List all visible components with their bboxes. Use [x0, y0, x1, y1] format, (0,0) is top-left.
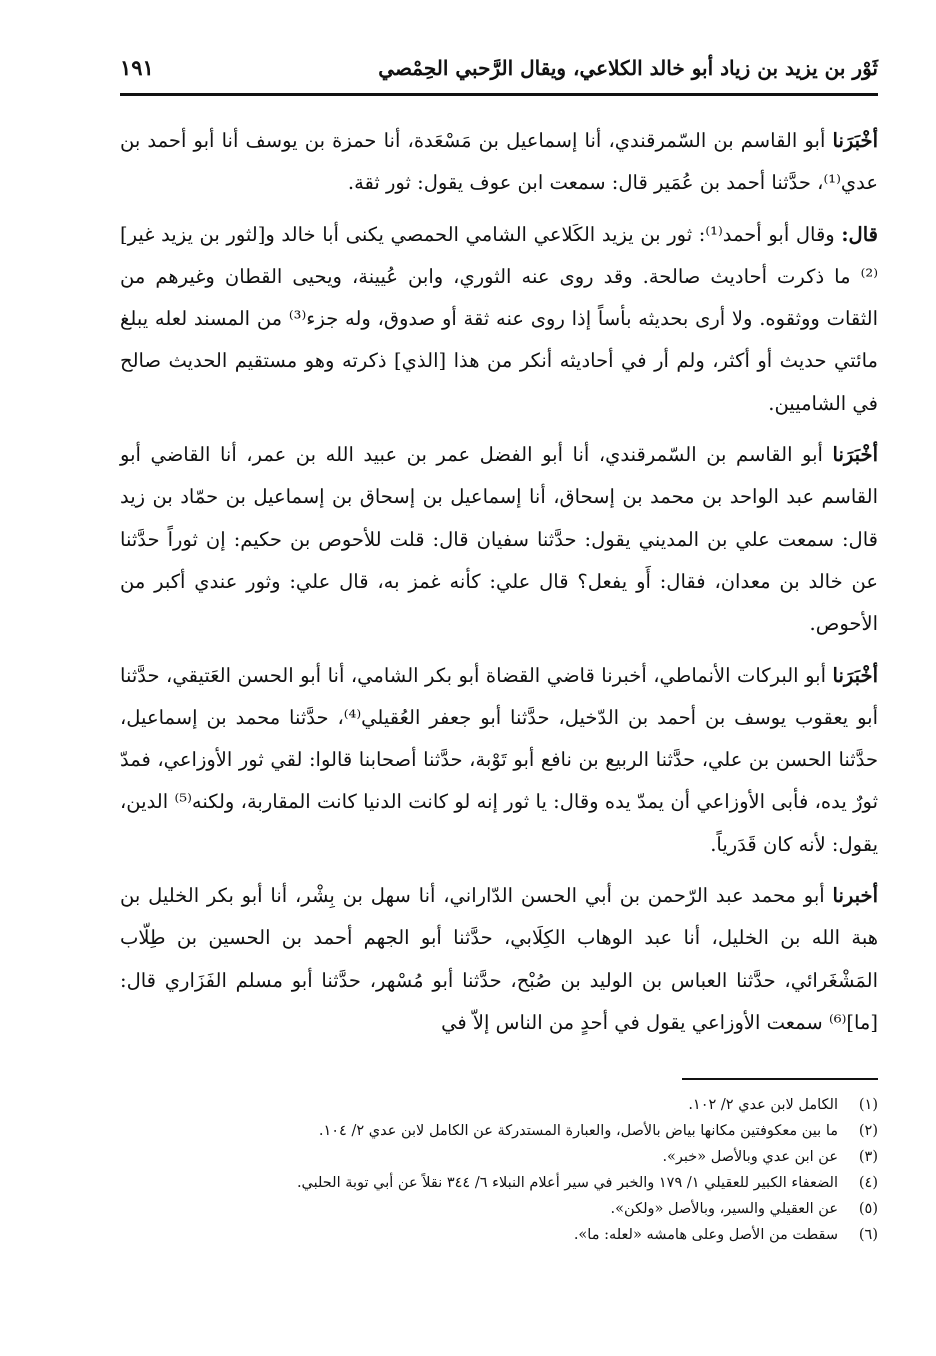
footnotes [120, 1092, 878, 1248]
footnote-number: (٢) [858, 1123, 878, 1140]
footnote-text: ما بين معكوفتين مكانها بياض بالأصل، والعبارة المستدركة عن الكامل لابن عدي ٢/ ١٠٤. [318, 1123, 838, 1140]
paragraph-3 [120, 434, 878, 645]
book-page [120, 55, 878, 1248]
page-header [120, 55, 878, 96]
page-number: ١٩١ [120, 55, 154, 80]
footnote [120, 1092, 878, 1118]
paragraph-1 [120, 120, 878, 205]
paragraph-text: أبو القاسم بن السّمرقندي، أنا إسماعيل بن مَسْعَدة، أنا حمزة بن يوسف أنا أبو أحمد بن عدي⁽¹⁾، حدَّثنا أحمد بن عُمَير قال: سمعت ابن عوف يقول: ثور ثقة. [120, 129, 878, 195]
footnote [120, 1170, 878, 1196]
paragraph-text: أبو القاسم بن السّمرقندي، أنا أبو الفضل عمر بن عبيد الله بن عمر، أنا القاضي أبو القاسم عبد الواحد بن محمد بن إسحاق، أنا إسماعيل بن إسحاق بن إسماعيل بن حمّاد بن زيد قال: سمعت علي بن المديني يقول: حدَّثنا سفيان قال: قلت للأحوص بن حكيم: إن ثوراً حدَّثنا عن خالد بن معدان، فقال: أَو يفعل؟ قال علي: كأنه غمز به، قال علي: وثور عندي أكبر من الأحوص. [120, 443, 878, 636]
footnote-number: (١) [858, 1097, 878, 1114]
footnote-number: (٣) [858, 1149, 878, 1166]
footnote-text: الكامل لابن عدي ٢/ ١٠٢. [688, 1097, 838, 1114]
paragraph-lead: أخْبَرَنا [832, 129, 878, 152]
paragraph-text: أبو محمد عبد الرّحمن بن أبي الحسن الدّاراني، أنا سهل بن بِشْر، أنا أبو بكر الخليل بن هبة الله بن الخليل، أنا عبد الوهاب الكِلَابي، حدَّثنا أبو الجهم أحمد بن الحسين بن طِلّاب المَشْغَرائي، حدَّثنا العباس بن الوليد بن صُبْح، حدَّثنا أبو مُسْهر، حدَّثنا أبو مسلم الفَزَاري قال: [ما]⁽⁶⁾ سمعت الأوزاعي يقول في أحدٍ من الناس إلاّ في [120, 884, 878, 1034]
paragraph-text: وقال أبو أحمد⁽¹⁾: ثور بن يزيد الكَلاعي الشامي الحمصي يكنى أبا خالد و[لثور بن يزيد غير]⁽²⁾ ما ذكرت أحاديث صالحة. وقد روى عنه الثوري، وابن عُيينة، ويحيى القطان وغيرهم من الثقات ووثقوه. ولا أرى بحديثه بأساً إذا روى عنه ثقة أو صدوق، وله جزء⁽³⁾ من المسند لعله يبلغ مائتي حديث أو أكثر، ولم أر في أحاديثه أنكر من هذا [الذي] ذكرته وهو مستقيم الحديث صالح في الشاميين. [120, 222, 878, 415]
footnote-divider [682, 1078, 878, 1080]
paragraph-lead: أخْبَرَنا [832, 443, 878, 467]
running-title: ثَوْر بن يزيد بن زياد أبو خالد الكلاعي، ويقال الرَّحبي الحِمْصي [378, 56, 878, 80]
footnote-number: (٤) [858, 1175, 878, 1192]
paragraph-2 [120, 214, 878, 425]
paragraph-lead: قال: [841, 222, 878, 246]
footnote [120, 1196, 878, 1222]
main-text [120, 120, 878, 1044]
paragraph-4 [120, 655, 878, 866]
paragraph-text: أبو البركات الأنماطي، أخبرنا قاضي القضاة أبو بكر الشامي، أنا أبو الحسن العَتيقي، حدَّثنا أبو يعقوب يوسف بن أحمد بن الدّخيل، حدَّثنا أبو جعفر العُقيلي⁽⁴⁾، حدَّثنا محمد بن إسماعيل، حدَّثنا الحسن بن علي، حدَّثنا الربيع بن نافع أبو تَوْبة، حدَّثنا أصحابنا قالوا: لقي ثور الأوزاعي، فمدّ ثورٌ يده، فأبى الأوزاعي أن يمدّ يده وقال: يا ثور إنه لو كانت الدنيا كانت المقاربة، ولكنه⁽⁵⁾ الدين، يقول: لأنه كان قَدَرياً. [120, 663, 878, 856]
footnote-number: (٥) [858, 1201, 878, 1218]
footnote-text: عن ابن عدي وبالأصل «خبر». [662, 1149, 838, 1166]
footnote [120, 1222, 878, 1248]
footnote-text: الضعفاء الكبير للعقيلي ١/ ١٧٩ والخبر في سير أعلام النبلاء ٦/ ٣٤٤ نقلاً عن أبي توبة الحلبي. [296, 1175, 838, 1192]
footnote [120, 1118, 878, 1144]
paragraph-lead: أخْبَرَنا [832, 663, 878, 687]
paragraph-lead: أخبرنا [832, 884, 878, 908]
paragraph-5 [120, 875, 878, 1044]
footnote-number: (٦) [858, 1227, 878, 1244]
footnote-text: سقطت من الأصل وعلى هامشه «لعله: ما». [573, 1227, 838, 1244]
footnote-text: عن العقيلي والسير، وبالأصل «ولكن». [610, 1201, 838, 1218]
footnote [120, 1144, 878, 1170]
